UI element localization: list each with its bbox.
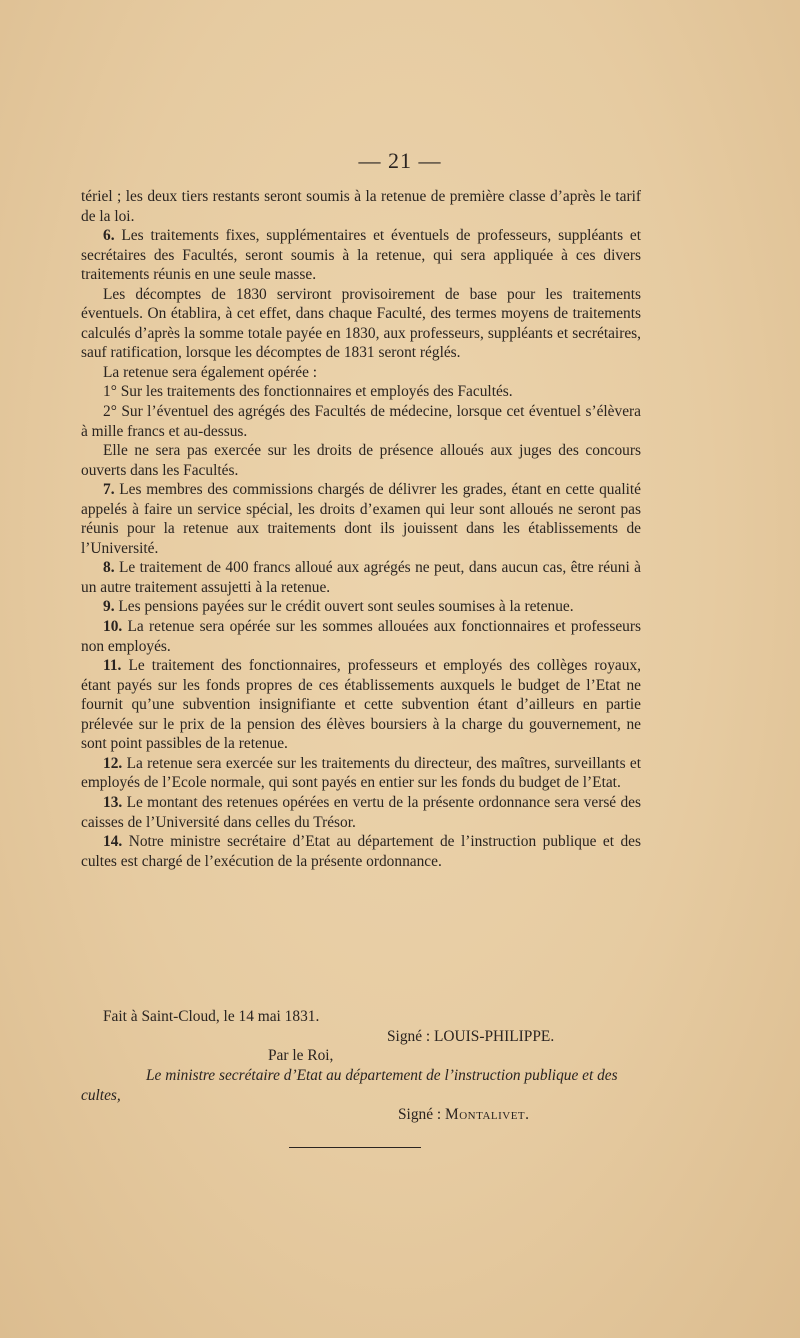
paragraph <box>81 832 641 871</box>
place-date: Fait à Saint-Cloud, le 14 mai 1831. <box>103 1008 320 1025</box>
paragraph-text: Notre ministre secrétaire d’Etat au département de l’instruction publique et des cultes est chargé de l’exécution de la présente ordonnance. <box>81 833 641 870</box>
minister-title: Le ministre secrétaire d’Etat au département de l’instruction publique et des cultes, <box>81 1067 618 1104</box>
paragraph <box>81 226 641 285</box>
paragraph <box>81 480 641 558</box>
paragraph-text: 1° Sur les traitements des fonctionnaires et employés des Facultés. <box>103 383 513 401</box>
paragraph-number: 9. <box>103 598 115 616</box>
paragraph-text: 2° Sur l’éventuel des agrégés des Facultés de médecine, lorsque cet éventuel s’élèvera à mille francs et au-dessus. <box>81 403 641 440</box>
paragraph-text: Le traitement de 400 francs alloué aux agrégés ne peut, dans aucun cas, être réuni à un autre traitement assujetti à la retenue. <box>81 559 641 596</box>
paragraph-number: 10. <box>103 618 123 636</box>
paragraph <box>81 382 641 402</box>
paragraph-text: tériel ; les deux tiers restants seront soumis à la retenue de première classe d’après le tarif de la loi. <box>81 188 641 225</box>
closing-rule <box>289 1147 421 1148</box>
body-text <box>81 187 641 871</box>
paragraph <box>81 187 641 226</box>
paragraph-text: Les traitements fixes, supplémentaires et éventuels de professeurs, suppléants et secrétaires des Facultés, seront soumis à la retenue, qui sera appliquée à ces divers traitements réunis en une seule masse. <box>81 227 642 284</box>
paragraph <box>81 285 641 363</box>
paragraph-number: 6. <box>103 227 115 245</box>
minister-signature <box>398 1105 800 1125</box>
signed-name: Montalivet. <box>445 1106 530 1123</box>
paragraph-text: Les pensions payées sur le crédit ouvert sont seules soumises à la retenue. <box>118 598 574 616</box>
paragraph <box>81 363 641 383</box>
paragraph-number: 14. <box>103 833 123 851</box>
paragraph-text: Les décomptes de 1830 serviront provisoirement de base pour les traitements éventuels. On établira, à cet effet, dans chaque Faculté, des termes moyens de traitements calculés d’après la somme totale payée en 1830, aux professeurs, suppléants et secrétaires, sauf ratification, lorsque les décomptes de 1831 seront réglés. <box>81 285 641 362</box>
paragraph <box>81 558 641 597</box>
paragraph <box>81 793 641 832</box>
paragraph-text: Le traitement des fonctionnaires, professeurs et employés des collèges royaux, étant payés sur les fonds propres de ces établissements auxquels le budget de l’Etat ne fournit qu’une subvention insignifiante et cette subvention étant d’ailleurs en partie prélevée sur le prix de la pension des élèves boursiers à la charge du gouvernement, ne sont point passibles de la retenue. <box>81 657 641 753</box>
paragraph-text: La retenue sera exercée sur les traitements du directeur, des maîtres, surveillants et employés de l’Ecole normale, qui sont payés en entier sur les fonds du budget de l’Etat. <box>81 754 641 792</box>
king-signature: Signé : LOUIS-PHILIPPE. <box>387 1028 555 1045</box>
paragraph <box>81 441 641 480</box>
paragraph <box>81 754 641 793</box>
paragraph-number: 11. <box>103 657 122 675</box>
paragraph <box>81 402 641 441</box>
paragraph-number: 12. <box>103 754 123 772</box>
paragraph <box>81 656 641 754</box>
paragraph-number: 8. <box>103 559 115 577</box>
signed-prefix: Signé : <box>398 1106 446 1123</box>
paragraph-number: 7. <box>103 481 115 499</box>
paragraph-text: La retenue sera opérée sur les sommes allouées aux fonctionnaires et professeurs non employés. <box>81 618 641 655</box>
par-le-roi: Par le Roi, <box>268 1047 334 1064</box>
paragraph <box>81 597 641 617</box>
page-number: — 21 — <box>358 148 442 173</box>
paragraph <box>81 617 641 656</box>
paragraph-text: Elle ne sera pas exercée sur les droits de présence alloués aux juges des concours ouverts dans les Facultés. <box>81 442 641 479</box>
paragraph-text: Le montant des retenues opérées en vertu de la présente ordonnance sera versé des caisses de l’Université dans celles du Trésor. <box>81 793 641 831</box>
paragraph-number: 13. <box>103 793 123 811</box>
paragraph-text: Les membres des commissions chargés de délivrer les grades, étant en cette qualité appelés à faire un service spécial, les droits d’examen qui leur sont alloués ne seront pas réunis pour la retenue aux traitements dont ils jouissent dans les établissements de l’Université. <box>81 481 641 557</box>
paragraph-text: La retenue sera également opérée : <box>103 363 318 381</box>
